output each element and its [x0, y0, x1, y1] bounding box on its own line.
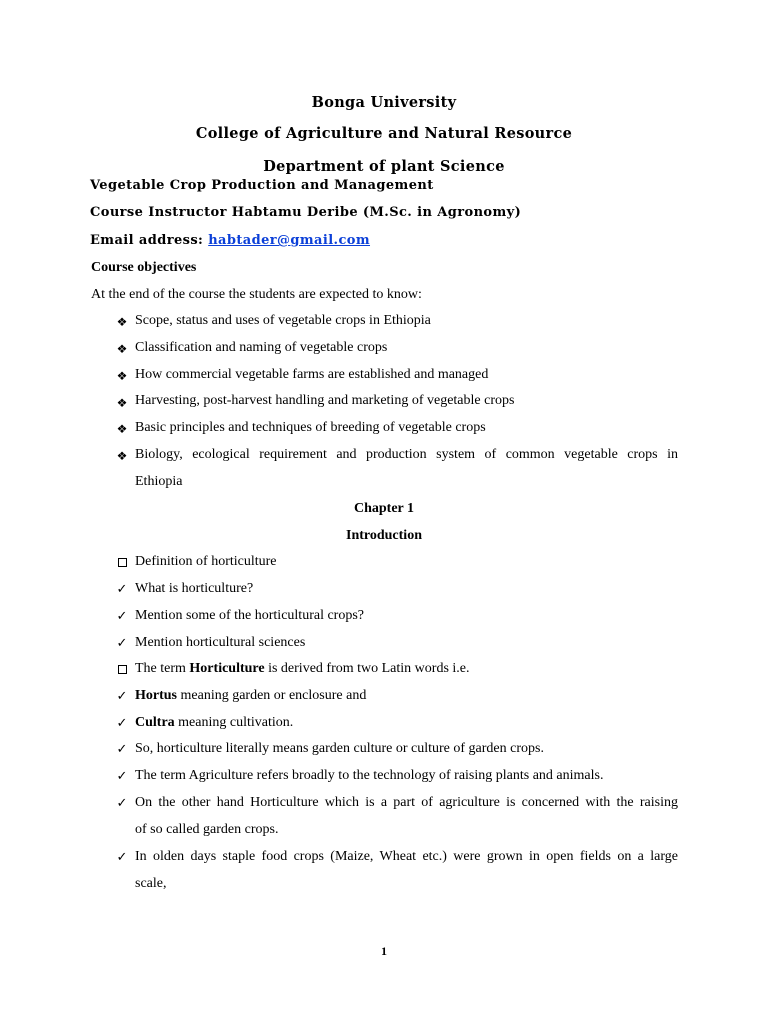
checkbox-bullet-icon — [114, 555, 130, 570]
department-title: Department of plant Science — [263, 158, 505, 175]
diamond-bullet-icon: ❖ — [116, 449, 128, 463]
list-item: Biology, ecological requirement and production system of common vegetable crops in — [135, 447, 678, 462]
list-item: Mention some of the horticultural crops? — [135, 608, 364, 623]
chapter-number: Chapter 1 — [353, 501, 415, 516]
list-item: Definition of horticulture — [135, 554, 277, 569]
course-instructor: Course Instructor Habtamu Deribe (M.Sc. in Agronomy) — [90, 205, 522, 220]
page-number: 1 — [381, 944, 387, 958]
list-item-continuation: of so called garden crops. — [135, 822, 279, 837]
checkmark-bullet-icon: ✓ — [116, 581, 128, 596]
list-item: Mention horticultural sciences — [135, 635, 306, 650]
chapter-title: Introduction — [346, 528, 422, 543]
checkmark-bullet-icon: ✓ — [116, 715, 128, 730]
list-item: Harvesting, post-harvest handling and marketing of vegetable crops — [135, 393, 515, 408]
list-item: Basic principles and techniques of breeding of vegetable crops — [135, 420, 486, 435]
list-item: What is horticulture? — [135, 581, 254, 596]
checkmark-bullet-icon: ✓ — [116, 688, 128, 703]
list-item: On the other hand Horticulture which is a part of agriculture is concerned with the raising — [135, 795, 678, 810]
checkmark-bullet-icon: ✓ — [116, 768, 128, 783]
diamond-bullet-icon: ❖ — [116, 422, 128, 436]
checkmark-bullet-icon: ✓ — [116, 795, 128, 810]
list-item: Classification and naming of vegetable crops — [135, 340, 388, 355]
list-item: Scope, status and uses of vegetable crops in Ethiopia — [135, 313, 431, 328]
list-item: So, horticulture literally means garden culture or culture of garden crops. — [135, 741, 544, 756]
list-item-continuation: Ethiopia — [135, 474, 183, 489]
checkbox-bullet-icon — [114, 662, 130, 677]
email-link[interactable]: habtader@gmail.com — [208, 233, 371, 248]
diamond-bullet-icon: ❖ — [116, 396, 128, 410]
college-title: College of Agriculture and Natural Resource — [195, 125, 573, 142]
diamond-bullet-icon: ❖ — [116, 342, 128, 356]
list-item: The term Horticulture is derived from two Latin words i.e. — [135, 661, 470, 676]
checkmark-bullet-icon: ✓ — [116, 608, 128, 623]
list-item-continuation: scale, — [135, 876, 167, 891]
diamond-bullet-icon: ❖ — [116, 315, 128, 329]
course-title: Vegetable Crop Production and Management — [90, 178, 434, 193]
email-label: Email address: — [90, 233, 204, 248]
email-line — [90, 233, 370, 248]
objectives-intro: At the end of the course the students are expected to know: — [91, 287, 422, 302]
list-item: How commercial vegetable farms are established and managed — [135, 367, 489, 382]
objectives-heading: Course objectives — [91, 260, 197, 275]
university-title: Bonga University — [311, 94, 457, 111]
checkmark-bullet-icon: ✓ — [116, 635, 128, 650]
checkmark-bullet-icon: ✓ — [116, 849, 128, 864]
list-item: In olden days staple food crops (Maize, Wheat etc.) were grown in open fields on a large — [135, 849, 678, 864]
list-item: Hortus meaning garden or enclosure and — [135, 688, 367, 703]
checkmark-bullet-icon: ✓ — [116, 741, 128, 756]
list-item: Cultra meaning cultivation. — [135, 715, 294, 730]
diamond-bullet-icon: ❖ — [116, 369, 128, 383]
list-item: The term Agriculture refers broadly to the technology of raising plants and animals. — [135, 768, 604, 783]
